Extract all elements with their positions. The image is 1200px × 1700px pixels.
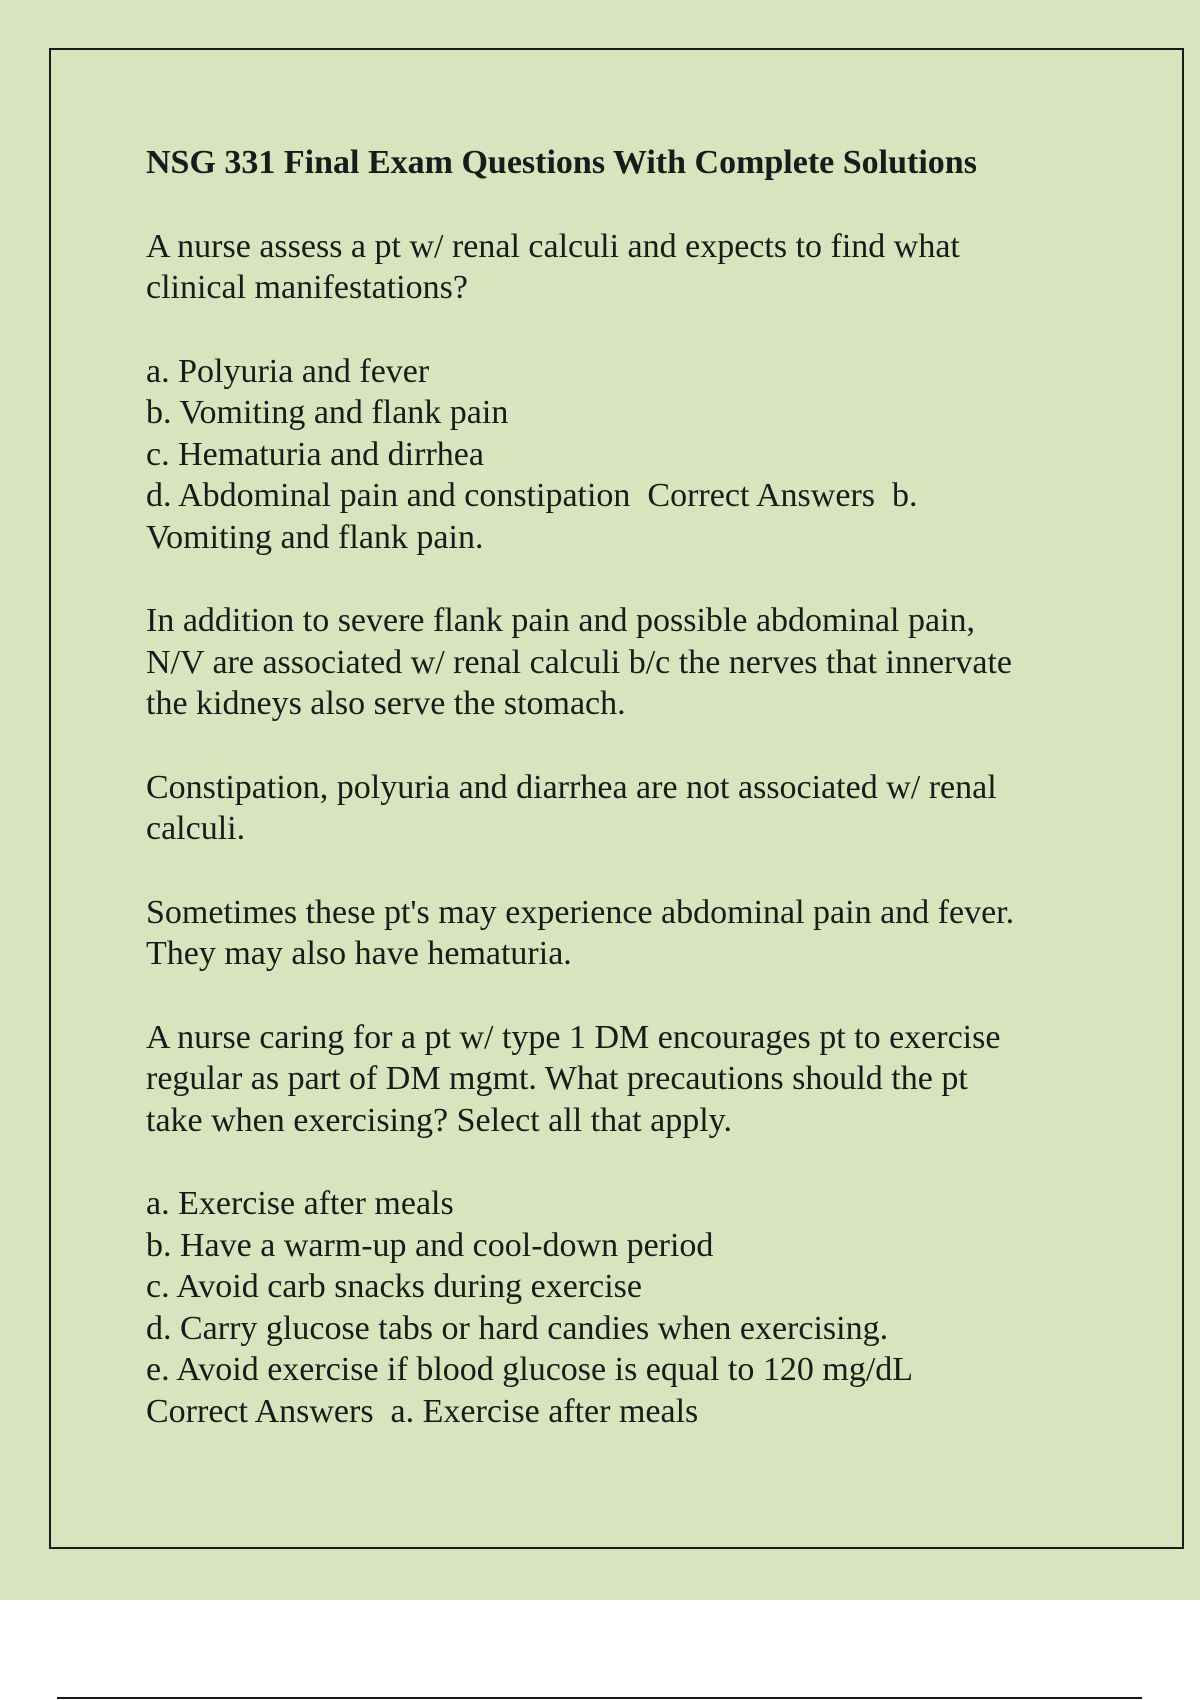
option-line: b. Have a warm-up and cool-down period [146,1226,714,1264]
text-line: A nurse caring for a pt w/ type 1 DM encourages pt to exercise [146,1018,1001,1056]
text-line: take when exercising? Select all that apply. [146,1101,732,1139]
text-line: calculi. [146,810,246,847]
option-line: e. Avoid exercise if blood glucose is equal to 120 mg/dL [146,1351,914,1388]
question-2-options [146,1183,1106,1432]
option-line: d. Abdominal pain and constipation Correct Answers b. [146,477,918,514]
text-line: They may also have hematuria. [146,935,572,972]
question-1-rationale-2 [146,767,1106,850]
text-line: the kidneys also serve the stomach. [146,685,626,722]
option-line: Vomiting and flank pain. [146,518,484,556]
text-line: A nurse assess a pt w/ renal calculi and expects to find what [146,227,960,265]
option-line: b. Vomiting and flank pain [146,394,509,431]
text-line: clinical manifestations? [146,269,468,306]
option-line: Correct Answers a. Exercise after meals [146,1392,699,1430]
option-line: c. Hematuria and dirrhea [146,435,484,473]
text-line: regular as part of DM mgmt. What precautions should the pt [146,1060,968,1097]
footer-divider [57,1697,1142,1699]
option-line: d. Carry glucose tabs or hard candies when exercising. [146,1309,889,1347]
question-1-stem [146,226,1106,309]
option-line: a. Polyuria and fever [146,352,430,390]
question-1-options [146,351,1106,559]
document-content [146,142,1106,1474]
document-title: NSG 331 Final Exam Questions With Complete Solutions [146,144,977,181]
question-1-rationale-3 [146,892,1106,975]
text-line: In addition to severe flank pain and possible abdominal pain, [146,602,976,639]
option-line: a. Exercise after meals [146,1185,454,1222]
text-line: N/V are associated w/ renal calculi b/c the nerves that innervate [146,643,1013,681]
text-line: Sometimes these pt's may experience abdominal pain and fever. [146,893,1015,931]
question-2-stem [146,1017,1106,1142]
text-line: Constipation, polyuria and diarrhea are not associated w/ renal [146,768,997,806]
option-line: c. Avoid carb snacks during exercise [146,1268,642,1305]
question-1-rationale-1 [146,600,1106,725]
